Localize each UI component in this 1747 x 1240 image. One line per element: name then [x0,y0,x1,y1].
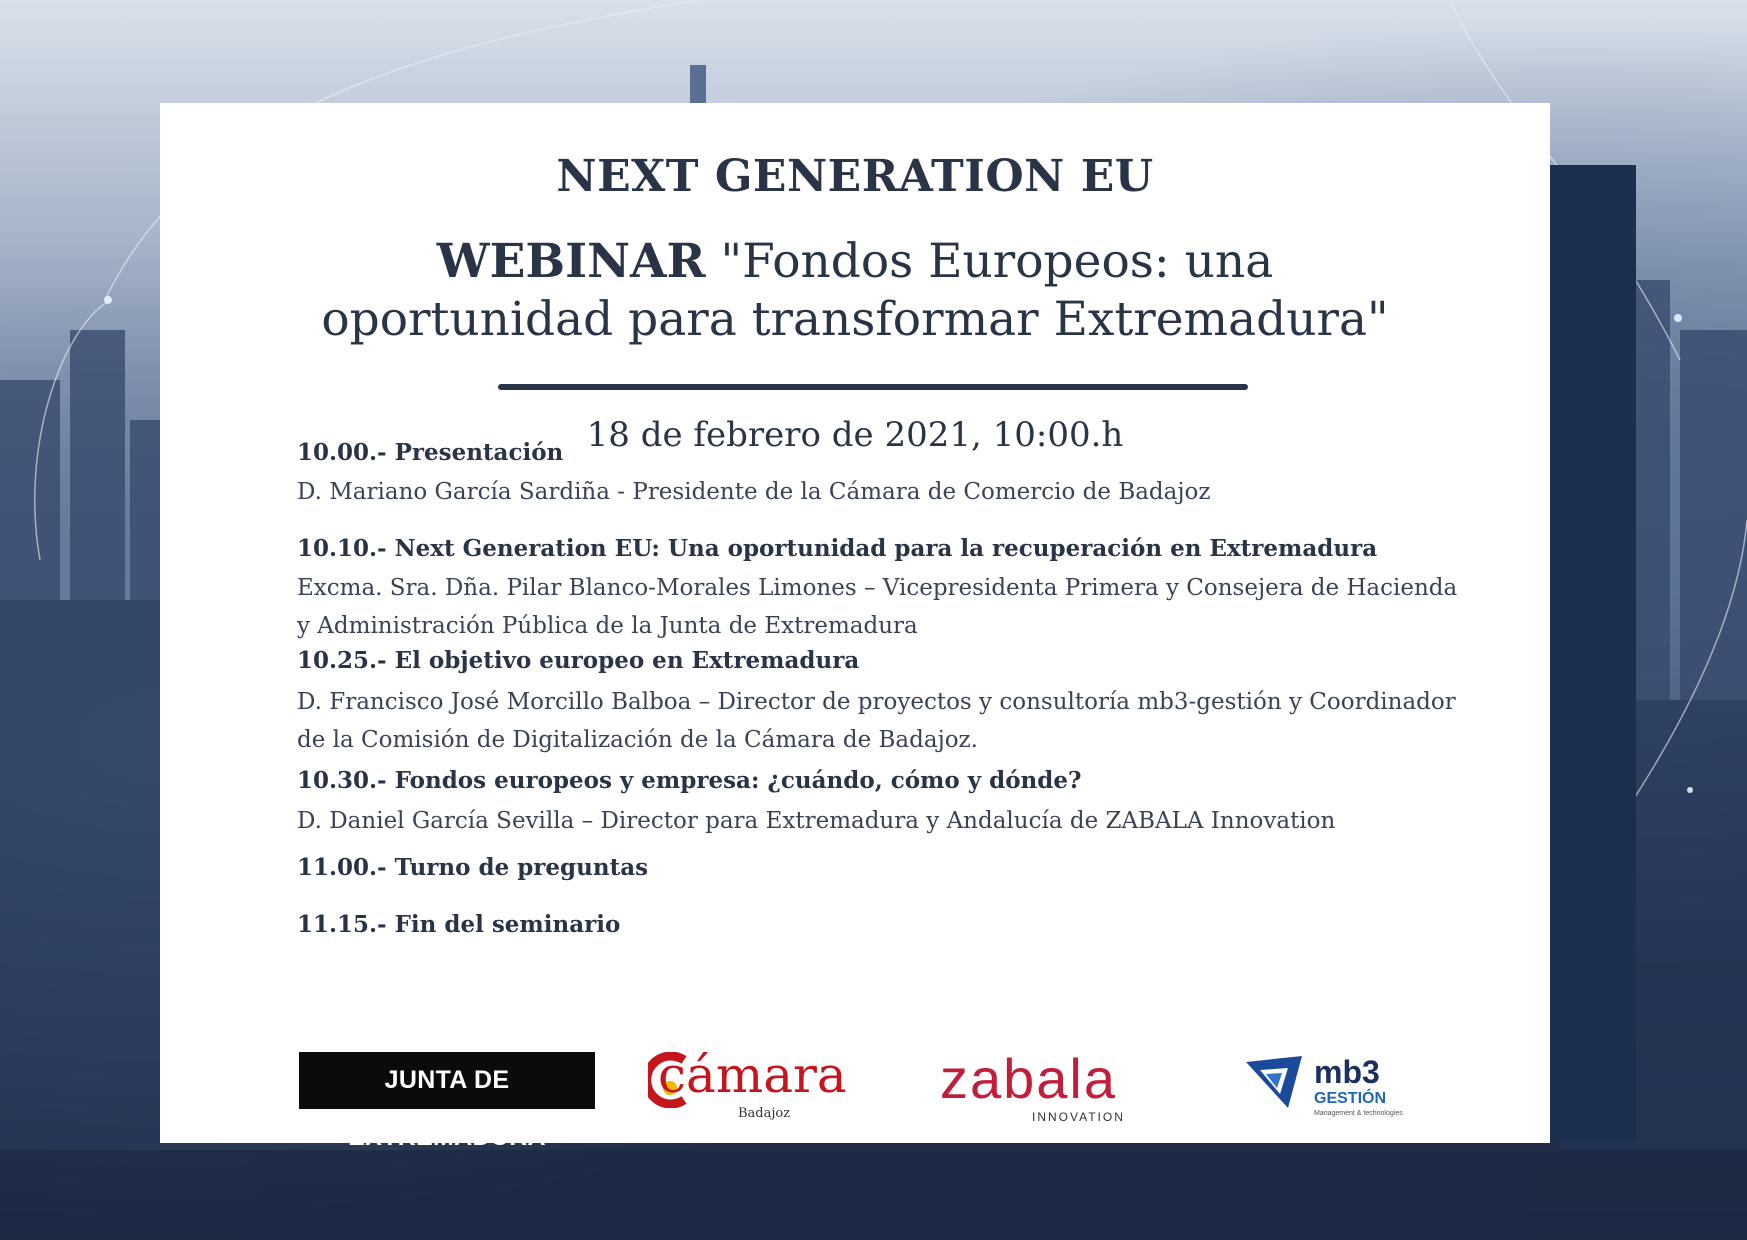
webinar-label: WEBINAR [436,234,706,289]
webinar-card [160,103,1550,1151]
mb3-logo-sub: GESTIÓN [1314,1090,1387,1107]
zabala-logo-sub: INNOVATION [1032,1110,1125,1124]
divider-rule [498,384,1248,390]
webinar-title [160,233,1550,349]
zabala-innovation-logo [940,1038,1160,1128]
agenda-item-time: 11.00.- Turno de preguntas [297,854,649,881]
agenda-item-desc: D. Mariano García Sardiña - Presidente de la Cámara de Comercio de Badajoz [297,479,1211,505]
mb3-logo-word: mb3 [1314,1054,1380,1090]
mb3-logo-tag: Management & technologies [1314,1110,1403,1117]
agenda-item-time: 11.15.- Fin del seminario [297,911,621,938]
junta-extremadura-logo: JUNTA DE EXTREMADURA [299,1052,595,1109]
agenda-item-desc: D. Daniel García Sevilla – Director para Extremadura y Andalucía de ZABALA Innovation [297,808,1336,834]
agenda-item-desc: Excma. Sra. Dña. Pilar Blanco-Morales Limones – Vicepresidenta Primera y Consejera de Hacienda y Administración Pública de la Junta de Extremadura [297,575,1458,639]
agenda-item-time: 10.30.- Fondos europeos y empresa: ¿cuándo, cómo y dónde? [297,767,1082,794]
event-date: 18 de febrero de 2021, 10:00.h [586,415,1124,455]
agenda-item-time: 10.00.- Presentación [297,439,564,466]
camara-badajoz-logo [648,1046,878,1126]
camara-logo-word: cámara [658,1046,847,1104]
agenda-item-time: 10.25.- El objetivo europeo en Extremadura [297,647,860,674]
agenda-item-desc: D. Francisco José Morcillo Balboa – Director de proyectos y consultoría mb3-gestión y Coordinador de la Comisión de Digitalización de la Cámara de Badajoz. [297,689,1456,753]
zabala-logo-word: zabala [940,1047,1118,1110]
sponsor-logos [160,1038,1550,1151]
camara-logo-sub: Badajoz [738,1106,791,1121]
webinar-title-line1: "Fondos Europeos: una [720,234,1274,289]
mb3-gestion-logo [1240,1040,1440,1130]
page-title: NEXT GENERATION EU [556,151,1154,202]
webinar-title-line2: oportunidad para transformar Extremadura" [321,292,1389,347]
mb3-emblem-icon [1240,1048,1308,1116]
agenda-item-time: 10.10.- Next Generation EU: Una oportunidad para la recuperación en Extremadura [297,535,1378,562]
